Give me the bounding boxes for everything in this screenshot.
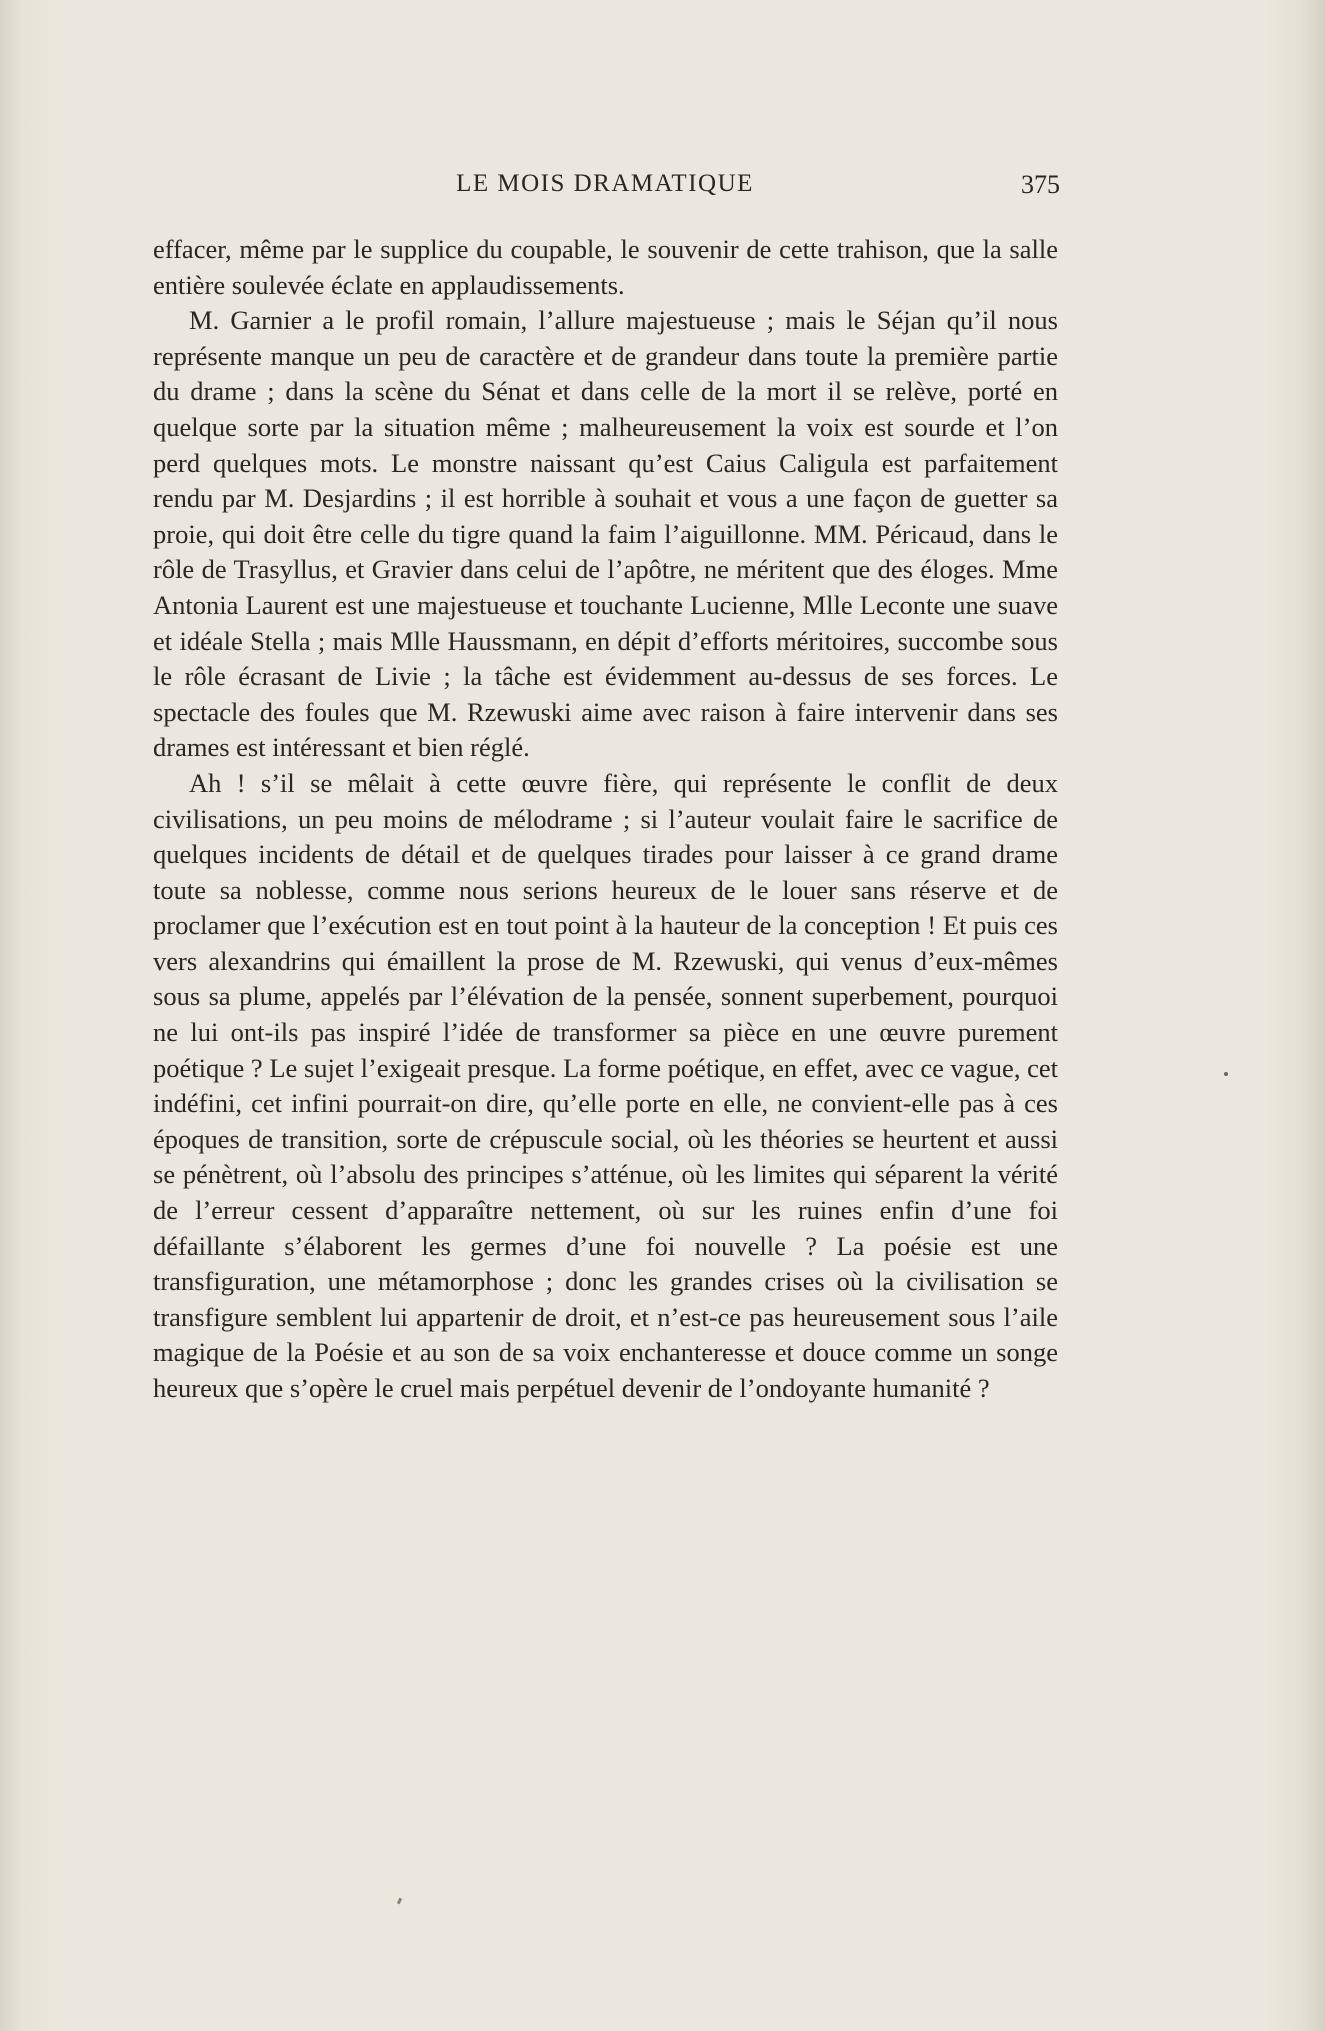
running-title: LE MOIS DRAMATIQUE xyxy=(456,170,754,197)
page-header xyxy=(150,170,1060,204)
paragraph-poetry: Ah ! s’il se mêlait à cette œuvre fière, qui représente le conflit de deux civilisations, un peu moins de mélodrame ; si l’auteur voulait faire le sacrifice de quelques incidents de détail et de quelques tirades pour laisser à ce grand drame toute sa noblesse, comme nous serions heureux de le louer sans réserve et de proclamer que l’exécution est en tout point à la hauteur de la conception ! Et puis ces vers alexandrins qui émaillent la prose de M. Rzewuski, qui venus d’eux-mêmes sous sa plume, appelés par l’élévation de la pensée, sonnent superbement, pourquoi ne lui ont-ils pas inspiré l’idée de transformer sa pièce en une œuvre purement poétique ? Le sujet l’exigeait presque. La forme poétique, en effet, avec ce vague, cet indéfini, cet infini pourrait-on dire, qu’elle porte en elle, ne convient-elle pas à ces époques de transition, sorte de crépuscule social, où les théories se heurtent et aussi se pénètrent, où l’absolu des principes s’atténue, où les limites qui séparent la vérité de l’erreur cessent d’apparaître nettement, où sur les ruines enfin d’une foi défaillante s’élaborent les germes d’une foi nouvelle ? La poésie est une transfiguration, une métamorphose ; donc les grandes crises où la civilisation se transfigure semblent lui appartenir de droit, et n’est-ce pas heureusement sous l’aile magique de la Poésie et au son de sa voix enchanteresse et douce comme un songe heureux que s’opère le cruel mais perpétuel devenir de l’ondoyante humanité ? xyxy=(153,767,1058,1403)
paragraph-actors: M. Garnier a le profil romain, l’allure majestueuse ; mais le Séjan qu’il nous représente manque un peu de caractère et de grandeur dans toute la première partie du drame ; dans la scène du Sénat et dans celle de la mort il se relève, porté en quelque sorte par la situation même ; malheureusement la voix est sourde et l’on perd quelques mots. Le monstre naissant qu’est Caius Caligula est parfaitement rendu par M. Desjardins ; il est horrible à souhait et vous a une façon de guetter sa proie, qui doit être celle du tigre quand la faim l’aiguillonne. MM. Péricaud, dans le rôle de Trasyllus, et Gravier dans celui de l’apôtre, ne méritent que des éloges. Mme Antonia Laurent est une majestueuse et touchante Lucienne, Mlle Leconte une suave et idéale Stella ; mais Mlle Haussmann, en dépit d’efforts méritoires, succombe sous le rôle écrasant de Livie ; la tâche est évidemment au-dessus de ses forces. Le spectacle des foules que M. Rzewuski aime avec raison à faire intervenir dans ses drames est intéressant et bien réglé. xyxy=(153,305,1058,763)
body-text xyxy=(153,232,1058,1407)
paragraph-continued: effacer, même par le supplice du coupable, le souvenir de cette trahison, que la salle entière soulevée éclate en applaudissements. xyxy=(153,234,1058,300)
margin-speck xyxy=(1224,1072,1228,1076)
page-number: 375 xyxy=(1021,170,1060,199)
stray-ink-mark xyxy=(397,1898,402,1905)
